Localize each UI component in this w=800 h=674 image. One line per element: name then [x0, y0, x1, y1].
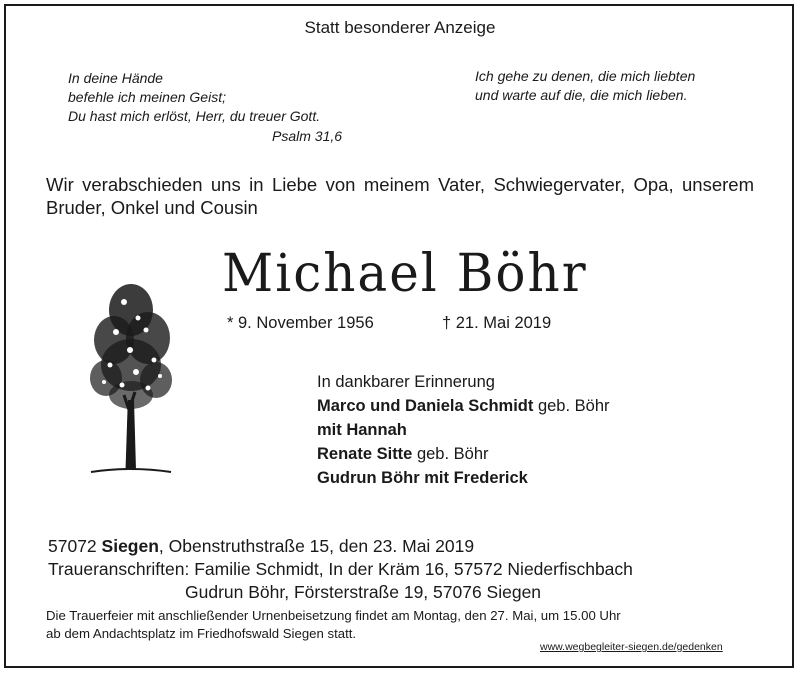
family-line: [317, 442, 610, 466]
family-line: [317, 394, 610, 418]
poem-right-line: Ich gehe zu denen, die mich liebten: [475, 68, 696, 84]
family-intro: In dankbarer Erinnerung: [317, 373, 495, 391]
family-note: geb. Böhr: [412, 445, 489, 463]
address-line: [48, 535, 633, 558]
birth-date: * 9. November 1956: [227, 314, 374, 332]
poem-right-line: und warte auf die, die mich lieben.: [475, 87, 688, 103]
psalm-reference: Psalm 31,6: [272, 128, 343, 144]
deceased-name: Michael Böhr: [222, 242, 588, 304]
city: Siegen: [101, 536, 159, 556]
memorial-link[interactable]: www.wegbegleiter-siegen.de/gedenken: [540, 641, 723, 653]
address-line: Gudrun Böhr, Försterstraße 19, 57076 Siegen: [185, 582, 542, 602]
zip: 57072: [48, 536, 102, 556]
family-list: [317, 370, 610, 490]
header-title: Statt besonderer Anzeige: [304, 18, 496, 37]
poem-left: [68, 69, 320, 126]
family-name: Renate Sitte: [317, 445, 413, 463]
family-name: Marco und Daniela Schmidt: [317, 397, 534, 415]
intro-text: Wir verabschieden uns in Liebe von meinem Vater, Schwiegervater, Opa, unserem Bruder, Onkel und Cousin: [46, 174, 754, 218]
poem-left-line: befehle ich meinen Geist;: [68, 89, 226, 105]
address-rest: , Obenstruthstraße 15, den 23. Mai 2019: [158, 536, 475, 556]
family-name: Gudrun Böhr mit Frederick: [317, 469, 528, 487]
poem-left-line: In deine Hände: [68, 70, 163, 86]
family-note: geb. Böhr: [533, 397, 610, 415]
tree-icon: [86, 270, 176, 485]
family-line: [317, 418, 610, 442]
notice-line: ab dem Andachtsplatz im Friedhofswald Siegen statt.: [46, 626, 357, 641]
ceremony-notice: [46, 607, 621, 643]
family-line: [317, 466, 610, 490]
family-name: mit Hannah: [317, 421, 407, 439]
poem-left-line: Du hast mich erlöst, Herr, du treuer Gott.: [68, 108, 321, 124]
notice-line: Die Trauerfeier mit anschließender Urnenbeisetzung findet am Montag, den 27. Mai, um 15.00 Uhr: [46, 608, 621, 623]
address-line: Traueranschriften: Familie Schmidt, In der Kräm 16, 57572 Niederfischbach: [48, 559, 633, 579]
death-date: † 21. Mai 2019: [442, 314, 552, 332]
address-block: [48, 535, 633, 604]
poem-right: [475, 67, 695, 105]
